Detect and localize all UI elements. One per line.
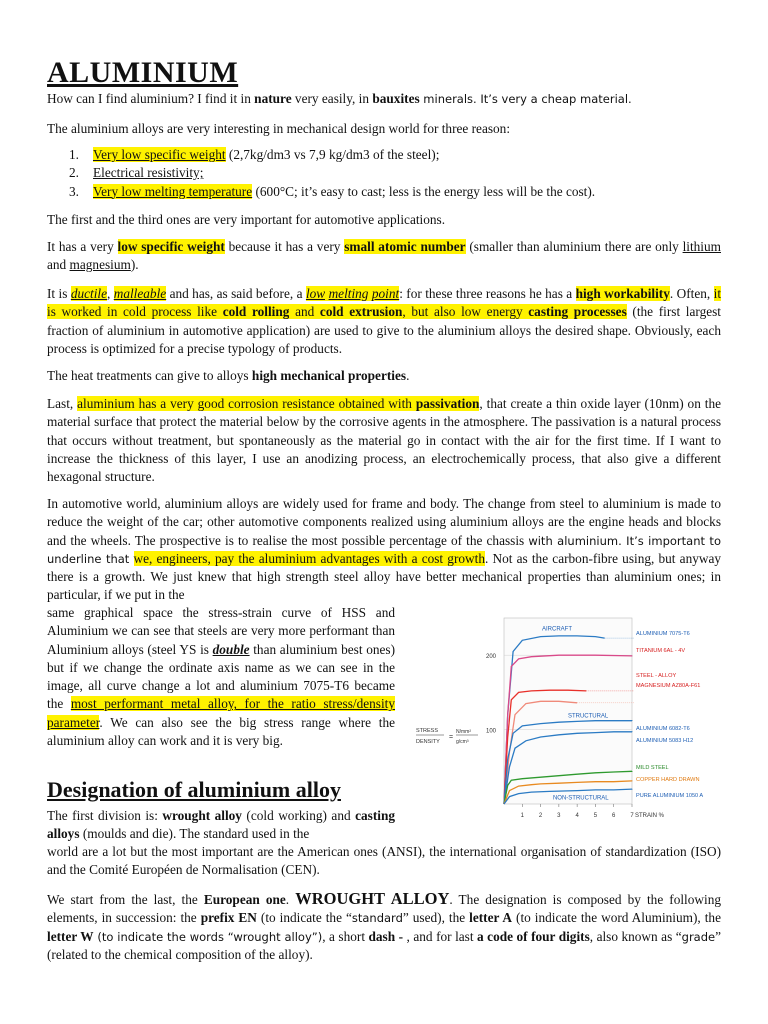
y-axis-unit: N/mm² [456, 729, 471, 735]
division-paragraph-cont: world are a lot but the most important are the American ones (ANSI), the international organisation of standardization (ISO) and the Comité Européen de Normalisation (CEN). [47, 844, 721, 878]
y-tick-label: 200 [485, 654, 496, 661]
series-label: COPPER HARD DRAWN [636, 777, 700, 783]
series-label: TITANIUM 6AL - 4V [636, 648, 686, 654]
y-axis-label: STRESS [416, 728, 439, 734]
series-label: MILD STEEL [636, 765, 669, 771]
x-tick-label: 3 [557, 813, 561, 819]
annotation-structural: STRUCTURAL [567, 713, 609, 720]
plot-area [504, 618, 632, 804]
page-title: ALUMINIUM [47, 56, 239, 89]
x-tick-label: 2 [538, 813, 543, 819]
y-axis-unit: g/cm³ [456, 739, 469, 745]
list-item: 1. Very low specific weight (2,7kg/dm3 vs 7,9 kg/dm3 of the steel); [69, 147, 440, 162]
stress-strain-chart [406, 612, 752, 832]
division-paragraph: The first division is: wrought alloy (cold working) and casting alloys (moulds and die). The standard used in the [47, 808, 395, 842]
x-tick-label: 4 [575, 813, 579, 819]
series-label: PURE ALUMINIUM 1050 A [636, 793, 704, 799]
ductile-paragraph: It is ductile, malleable and has, as said before, a low melting point: for these three reasons he has a high workability. Often, it is worked in cold process like cold rolling and cold extrusion, but also low energy casting processes (the first largest fraction of aluminium in automotive application) are used to give to the aluminium alloys the desired shape. Obviously, each process is optimized for a precise typology of products. [47, 286, 722, 356]
heat-paragraph: The heat treatments can give to alloys high mechanical properties. [47, 368, 410, 383]
x-tick-label: 1 [520, 813, 524, 819]
first-third-paragraph: The first and the third ones are very important for automotive applications. [47, 212, 446, 227]
chart-svg [406, 612, 752, 832]
corrosion-paragraph: Last, aluminium has a very good corrosion resistance obtained with passivation, that create a thin oxide layer (10nm) on the material surface that protect the material below by the corrosive agents in the atmosphere. The passivation is a natural process that occurs without treatment, but spontaneously as the material go in contact with the air for the first time. If I want to increase the thickness of this layer, I use an anodizing process, an electrochemically process, that also give a different hexagonal structure. [47, 396, 721, 485]
list-item: 3. Very low melting temperature (600°C; it’s easy to cast; less is the energy less will be the cost). [69, 183, 596, 199]
graph-paragraph: same graphical space the stress-strain curve of HSS and Aluminium we can see that steels are very more performant than Aluminium alloys (steel YS is double than aluminium best ones) but if we change the ordinate axis name as we can see in the image, all curve change a lot and aluminium 7075-T6 became the most performant metal alloy, for the ratio stress/density parameter. We can also see the big stress range where the aluminium alloy can work and it is very big. [47, 605, 395, 749]
section-heading: Designation of aluminium alloy [47, 777, 341, 802]
x-tick-label: 7 [630, 813, 634, 819]
three-reason-paragraph: The aluminium alloys are very interesting in mechanical design world for three reason: [47, 121, 511, 136]
series-label: MAGNESIUM AZ80A-F61 [636, 683, 701, 689]
y-axis-label: DENSITY [416, 739, 440, 745]
series-label: ALUMINIUM 6082-T6 [636, 726, 690, 732]
series-label: ALUMINIUM 5083 H12 [636, 738, 694, 744]
annotation-non-structural: NON-STRUCTURAL [552, 795, 609, 802]
y-axis-equals: = [449, 734, 454, 741]
x-axis-label: STRAIN % [635, 813, 665, 819]
series-label: ALUMINIUM 7075-T6 [636, 631, 690, 637]
weight-paragraph: It has a very low specific weight because it has a very small atomic number (smaller than aluminium there are only lithium and magnesium). [47, 239, 721, 273]
y-tick-label: 100 [485, 728, 496, 735]
automotive-paragraph: In automotive world, aluminium alloys are widely used for frame and body. The change from steel to aluminium is made to reduce the weight of the car; other automotive components realized using aluminium alloys are the engine heads and blocks and the wheels. The prospective is to realise the most possible percentage of the chassis with aluminium. It’s important to underline that we, engineers, pay the aluminium advantages with a cost growth. Not as the carbon-fibre using, but anyway there is a growth. We just knew that high strength steel alloy have better mechanical properties than aluminium ones; in particular, if we put in the [47, 496, 722, 603]
x-tick-label: 5 [593, 813, 598, 819]
annotation-aircraft: AIRCRAFT [542, 626, 573, 633]
european-paragraph: We start from the last, the European one. WROUGHT ALLOY. The designation is composed by the following elements, in succession: the prefix EN (to indicate the “standard” used), the letter A (to indicate the word Aluminium), the letter W (to indicate the words “wrought alloy”), a short dash - , and for last a code of four digits, also known as “grade” (related to the chemical composition of the alloy). [47, 889, 722, 962]
x-tick-label: 6 [612, 813, 616, 819]
series-label: STEEL - ALLOY [636, 673, 677, 679]
reasons-list [47, 146, 721, 201]
intro-paragraph: How can I find aluminium? I find it in nature very easily, in bauxites minerals. It’s very a cheap material. [47, 91, 632, 106]
list-item: 2. Electrical resistivity; [69, 165, 204, 181]
